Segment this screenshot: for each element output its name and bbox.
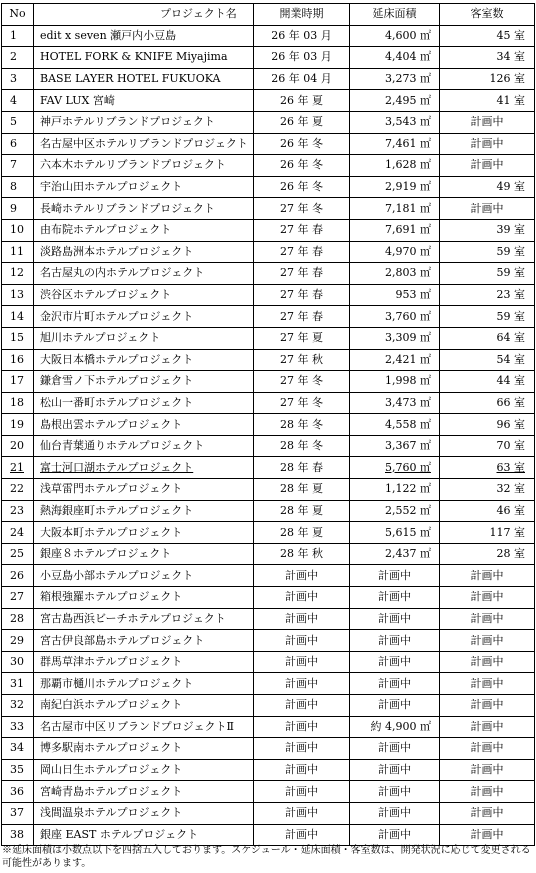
row-no: 1 xyxy=(2,25,34,47)
row-opening: 計画中 xyxy=(254,608,350,630)
row-opening: 27 年 冬 xyxy=(254,392,350,414)
row-no: 17 xyxy=(2,371,34,393)
row-floor-area: 計画中 xyxy=(350,759,440,781)
table-row xyxy=(2,284,535,306)
row-floor-area: 計画中 xyxy=(350,608,440,630)
table-row xyxy=(2,241,535,263)
header-opening: 開業時期 xyxy=(254,4,350,26)
table-row xyxy=(2,500,535,522)
table-row xyxy=(2,651,535,673)
table-row xyxy=(2,543,535,565)
row-floor-area: 3,367 ㎡ xyxy=(350,435,440,457)
row-rooms: 計画中 xyxy=(440,111,535,133)
header-no: No xyxy=(2,4,34,26)
row-opening: 27 年 冬 xyxy=(254,198,350,220)
row-project-name: 大阪本町ホテルプロジェクト xyxy=(34,522,254,544)
row-no: 4 xyxy=(2,90,34,112)
row-no: 6 xyxy=(2,133,34,155)
row-project-name: 旭川ホテルプロジェクト xyxy=(34,327,254,349)
table-row xyxy=(2,327,535,349)
row-opening: 28 年 冬 xyxy=(254,414,350,436)
table-row xyxy=(2,263,535,285)
row-project-name: 六本木ホテルリブランドプロジェクト xyxy=(34,155,254,177)
row-project-name: 名古屋中区ホテルリブランドプロジェクト xyxy=(34,133,254,155)
table-row xyxy=(2,414,535,436)
row-rooms: 96 室 xyxy=(440,414,535,436)
table-row xyxy=(2,176,535,198)
row-project-name: 由布院ホテルプロジェクト xyxy=(34,219,254,241)
row-rooms: 計画中 xyxy=(440,565,535,587)
table-row xyxy=(2,371,535,393)
table-row xyxy=(2,133,535,155)
row-no: 15 xyxy=(2,327,34,349)
row-rooms: 計画中 xyxy=(440,608,535,630)
row-no: 23 xyxy=(2,500,34,522)
row-project-name: 小豆島小部ホテルプロジェクト xyxy=(34,565,254,587)
row-floor-area: 5,615 ㎡ xyxy=(350,522,440,544)
row-rooms: 44 室 xyxy=(440,371,535,393)
table-row xyxy=(2,695,535,717)
row-opening: 計画中 xyxy=(254,695,350,717)
row-rooms: 46 室 xyxy=(440,500,535,522)
row-rooms: 59 室 xyxy=(440,241,535,263)
row-no: 26 xyxy=(2,565,34,587)
row-rooms: 41 室 xyxy=(440,90,535,112)
row-no: 12 xyxy=(2,263,34,285)
header-rooms: 客室数 xyxy=(440,4,535,26)
row-project-name: 鎌倉雪ノ下ホテルプロジェクト xyxy=(34,371,254,393)
row-opening: 26 年 夏 xyxy=(254,111,350,133)
row-no: 35 xyxy=(2,759,34,781)
row-floor-area: 7,461 ㎡ xyxy=(350,133,440,155)
row-rooms: 計画中 xyxy=(440,155,535,177)
row-no: 11 xyxy=(2,241,34,263)
row-opening: 26 年 冬 xyxy=(254,133,350,155)
row-floor-area: 2,552 ㎡ xyxy=(350,500,440,522)
row-floor-area: 2,437 ㎡ xyxy=(350,543,440,565)
row-opening: 計画中 xyxy=(254,673,350,695)
row-project-name: 南紀白浜ホテルプロジェクト xyxy=(34,695,254,717)
row-no: 13 xyxy=(2,284,34,306)
row-project-name: BASE LAYER HOTEL FUKUOKA xyxy=(34,68,254,90)
table-row xyxy=(2,759,535,781)
row-opening: 27 年 春 xyxy=(254,284,350,306)
table-row xyxy=(2,802,535,824)
table-row xyxy=(2,349,535,371)
row-rooms: 64 室 xyxy=(440,327,535,349)
row-floor-area: 計画中 xyxy=(350,738,440,760)
row-opening: 27 年 春 xyxy=(254,306,350,328)
table-row xyxy=(2,47,535,69)
table-row xyxy=(2,587,535,609)
row-floor-area: 7,691 ㎡ xyxy=(350,219,440,241)
row-floor-area: 2,495 ㎡ xyxy=(350,90,440,112)
row-project-name: 大阪日本橋ホテルプロジェクト xyxy=(34,349,254,371)
row-project-name: 神戸ホテルリブランドプロジェクト xyxy=(34,111,254,133)
table-row xyxy=(2,630,535,652)
row-opening: 計画中 xyxy=(254,716,350,738)
row-rooms: 59 室 xyxy=(440,263,535,285)
row-project-name: 浅草雷門ホテルプロジェクト xyxy=(34,479,254,501)
row-floor-area: 3,543 ㎡ xyxy=(350,111,440,133)
row-floor-area: 4,558 ㎡ xyxy=(350,414,440,436)
row-opening: 27 年 秋 xyxy=(254,349,350,371)
row-floor-area: 2,919 ㎡ xyxy=(350,176,440,198)
row-no: 29 xyxy=(2,630,34,652)
row-rooms: 59 室 xyxy=(440,306,535,328)
row-no: 31 xyxy=(2,673,34,695)
table-body xyxy=(2,25,535,846)
row-no: 22 xyxy=(2,479,34,501)
table-row xyxy=(2,219,535,241)
row-no: 5 xyxy=(2,111,34,133)
row-rooms: 63 室 xyxy=(440,457,535,479)
row-rooms: 計画中 xyxy=(440,695,535,717)
row-opening: 28 年 春 xyxy=(254,457,350,479)
row-no: 16 xyxy=(2,349,34,371)
row-project-name: 名古屋丸の内ホテルプロジェクト xyxy=(34,263,254,285)
row-rooms: 計画中 xyxy=(440,824,535,846)
row-floor-area: 計画中 xyxy=(350,565,440,587)
row-no: 10 xyxy=(2,219,34,241)
row-floor-area: 計画中 xyxy=(350,824,440,846)
table-row xyxy=(2,68,535,90)
row-floor-area: 計画中 xyxy=(350,695,440,717)
table-row xyxy=(2,435,535,457)
row-project-name: 博多駅南ホテルプロジェクト xyxy=(34,738,254,760)
row-project-name: 宮崎青島ホテルプロジェクト xyxy=(34,781,254,803)
row-no: 14 xyxy=(2,306,34,328)
row-rooms: 28 室 xyxy=(440,543,535,565)
row-floor-area: 4,404 ㎡ xyxy=(350,47,440,69)
row-floor-area: 1,122 ㎡ xyxy=(350,479,440,501)
row-project-name: 群馬草津ホテルプロジェクト xyxy=(34,651,254,673)
row-rooms: 45 室 xyxy=(440,25,535,47)
row-floor-area: 計画中 xyxy=(350,781,440,803)
row-project-name: 箱根強羅ホテルプロジェクト xyxy=(34,587,254,609)
row-no: 7 xyxy=(2,155,34,177)
row-no: 33 xyxy=(2,716,34,738)
row-rooms: 計画中 xyxy=(440,198,535,220)
row-project-name: 仙台青葉通りホテルプロジェクト xyxy=(34,435,254,457)
row-floor-area: 3,760 ㎡ xyxy=(350,306,440,328)
row-no: 37 xyxy=(2,802,34,824)
row-project-name: 浅間温泉ホテルプロジェクト xyxy=(34,802,254,824)
row-rooms: 39 室 xyxy=(440,219,535,241)
row-rooms: 計画中 xyxy=(440,781,535,803)
row-rooms: 計画中 xyxy=(440,651,535,673)
row-opening: 計画中 xyxy=(254,651,350,673)
row-floor-area: 計画中 xyxy=(350,630,440,652)
row-floor-area: 1,998 ㎡ xyxy=(350,371,440,393)
row-floor-area: 4,970 ㎡ xyxy=(350,241,440,263)
row-rooms: 32 室 xyxy=(440,479,535,501)
row-opening: 28 年 夏 xyxy=(254,522,350,544)
table-row xyxy=(2,565,535,587)
row-rooms: 66 室 xyxy=(440,392,535,414)
row-project-name: edit x seven 瀬戸内小豆島 xyxy=(34,25,254,47)
row-rooms: 34 室 xyxy=(440,47,535,69)
row-opening: 28 年 秋 xyxy=(254,543,350,565)
row-no: 2 xyxy=(2,47,34,69)
row-rooms: 49 室 xyxy=(440,176,535,198)
table-row xyxy=(2,306,535,328)
row-project-name: 金沢市片町ホテルプロジェクト xyxy=(34,306,254,328)
row-no: 30 xyxy=(2,651,34,673)
row-project-name: 銀座 EAST ホテルプロジェクト xyxy=(34,824,254,846)
row-floor-area: 計画中 xyxy=(350,802,440,824)
row-project-name: 宮古島西浜ビーチホテルプロジェクト xyxy=(34,608,254,630)
row-opening: 計画中 xyxy=(254,565,350,587)
row-floor-area: 4,600 ㎡ xyxy=(350,25,440,47)
row-opening: 26 年 冬 xyxy=(254,155,350,177)
row-no: 32 xyxy=(2,695,34,717)
row-opening: 計画中 xyxy=(254,630,350,652)
row-floor-area: 計画中 xyxy=(350,651,440,673)
table-header-row xyxy=(2,4,535,26)
row-project-name: 島根出雲ホテルプロジェクト xyxy=(34,414,254,436)
row-opening: 計画中 xyxy=(254,824,350,846)
row-project-name: 熱海銀座町ホテルプロジェクト xyxy=(34,500,254,522)
row-rooms: 117 室 xyxy=(440,522,535,544)
row-floor-area: 2,421 ㎡ xyxy=(350,349,440,371)
row-no: 36 xyxy=(2,781,34,803)
row-no: 24 xyxy=(2,522,34,544)
table-row xyxy=(2,111,535,133)
row-no: 18 xyxy=(2,392,34,414)
row-rooms: 70 室 xyxy=(440,435,535,457)
row-no: 3 xyxy=(2,68,34,90)
row-rooms: 計画中 xyxy=(440,802,535,824)
row-opening: 27 年 冬 xyxy=(254,371,350,393)
row-opening: 27 年 夏 xyxy=(254,327,350,349)
footnote: ※延床面積は小数点以下を四捨五入しております。スケジュール・延床面積・客室数は、開発状況に応じて変更される可能性があります。 xyxy=(2,845,531,869)
table-row xyxy=(2,155,535,177)
row-project-name: 富士河口湖ホテルプロジェクト xyxy=(34,457,254,479)
row-project-name: 松山一番町ホテルプロジェクト xyxy=(34,392,254,414)
row-project-name: 銀座８ホテルプロジェクト xyxy=(34,543,254,565)
row-floor-area: 約 4,900 ㎡ xyxy=(350,716,440,738)
row-opening: 26 年 04 月 xyxy=(254,68,350,90)
row-project-name: 淡路島洲本ホテルプロジェクト xyxy=(34,241,254,263)
row-rooms: 23 室 xyxy=(440,284,535,306)
table-row xyxy=(2,25,535,47)
row-project-name: 岡山日生ホテルプロジェクト xyxy=(34,759,254,781)
table-row xyxy=(2,824,535,846)
row-project-name: FAV LUX 宮崎 xyxy=(34,90,254,112)
row-floor-area: 7,181 ㎡ xyxy=(350,198,440,220)
row-opening: 計画中 xyxy=(254,587,350,609)
row-no: 20 xyxy=(2,435,34,457)
row-opening: 計画中 xyxy=(254,759,350,781)
row-opening: 計画中 xyxy=(254,738,350,760)
row-opening: 計画中 xyxy=(254,781,350,803)
table-row xyxy=(2,198,535,220)
row-rooms: 計画中 xyxy=(440,738,535,760)
row-opening: 26 年 03 月 xyxy=(254,47,350,69)
row-project-name: HOTEL FORK & KNIFE Miyajima xyxy=(34,47,254,69)
row-floor-area: 計画中 xyxy=(350,587,440,609)
row-floor-area: 5,760 ㎡ xyxy=(350,457,440,479)
row-no: 27 xyxy=(2,587,34,609)
row-project-name: 渋谷区ホテルプロジェクト xyxy=(34,284,254,306)
header-project-name: プロジェクト名 xyxy=(34,4,254,26)
row-opening: 27 年 春 xyxy=(254,263,350,285)
table-row xyxy=(2,738,535,760)
row-opening: 28 年 冬 xyxy=(254,435,350,457)
row-rooms: 計画中 xyxy=(440,716,535,738)
row-project-name: 那覇市樋川ホテルプロジェクト xyxy=(34,673,254,695)
row-opening: 27 年 春 xyxy=(254,241,350,263)
row-project-name: 宮古伊良部島ホテルプロジェクト xyxy=(34,630,254,652)
row-no: 9 xyxy=(2,198,34,220)
row-opening: 計画中 xyxy=(254,802,350,824)
table-row xyxy=(2,90,535,112)
row-floor-area: 3,273 ㎡ xyxy=(350,68,440,90)
row-no: 34 xyxy=(2,738,34,760)
row-floor-area: 3,309 ㎡ xyxy=(350,327,440,349)
row-no: 19 xyxy=(2,414,34,436)
table-row xyxy=(2,673,535,695)
row-floor-area: 2,803 ㎡ xyxy=(350,263,440,285)
row-no: 28 xyxy=(2,608,34,630)
table-row xyxy=(2,457,535,479)
row-rooms: 計画中 xyxy=(440,759,535,781)
hotel-project-table xyxy=(1,3,535,846)
row-rooms: 計画中 xyxy=(440,630,535,652)
row-opening: 28 年 夏 xyxy=(254,500,350,522)
row-opening: 27 年 春 xyxy=(254,219,350,241)
row-no: 25 xyxy=(2,543,34,565)
table-row xyxy=(2,781,535,803)
row-rooms: 計画中 xyxy=(440,673,535,695)
table-row xyxy=(2,608,535,630)
row-rooms: 計画中 xyxy=(440,587,535,609)
row-floor-area: 953 ㎡ xyxy=(350,284,440,306)
row-no: 8 xyxy=(2,176,34,198)
row-rooms: 54 室 xyxy=(440,349,535,371)
row-opening: 26 年 夏 xyxy=(254,90,350,112)
table-row xyxy=(2,716,535,738)
row-project-name: 長崎ホテルリブランドプロジェクト xyxy=(34,198,254,220)
table-row xyxy=(2,479,535,501)
header-floor-area: 延床面積 xyxy=(350,4,440,26)
row-project-name: 宇治山田ホテルプロジェクト xyxy=(34,176,254,198)
row-rooms: 計画中 xyxy=(440,133,535,155)
row-opening: 26 年 冬 xyxy=(254,176,350,198)
table-row xyxy=(2,392,535,414)
row-project-name: 名古屋市中区リブランドプロジェクトⅡ xyxy=(34,716,254,738)
row-floor-area: 3,473 ㎡ xyxy=(350,392,440,414)
row-rooms: 126 室 xyxy=(440,68,535,90)
row-opening: 28 年 夏 xyxy=(254,479,350,501)
row-floor-area: 1,628 ㎡ xyxy=(350,155,440,177)
row-no: 38 xyxy=(2,824,34,846)
row-opening: 26 年 03 月 xyxy=(254,25,350,47)
row-no: 21 xyxy=(2,457,34,479)
table-row xyxy=(2,522,535,544)
row-floor-area: 計画中 xyxy=(350,673,440,695)
